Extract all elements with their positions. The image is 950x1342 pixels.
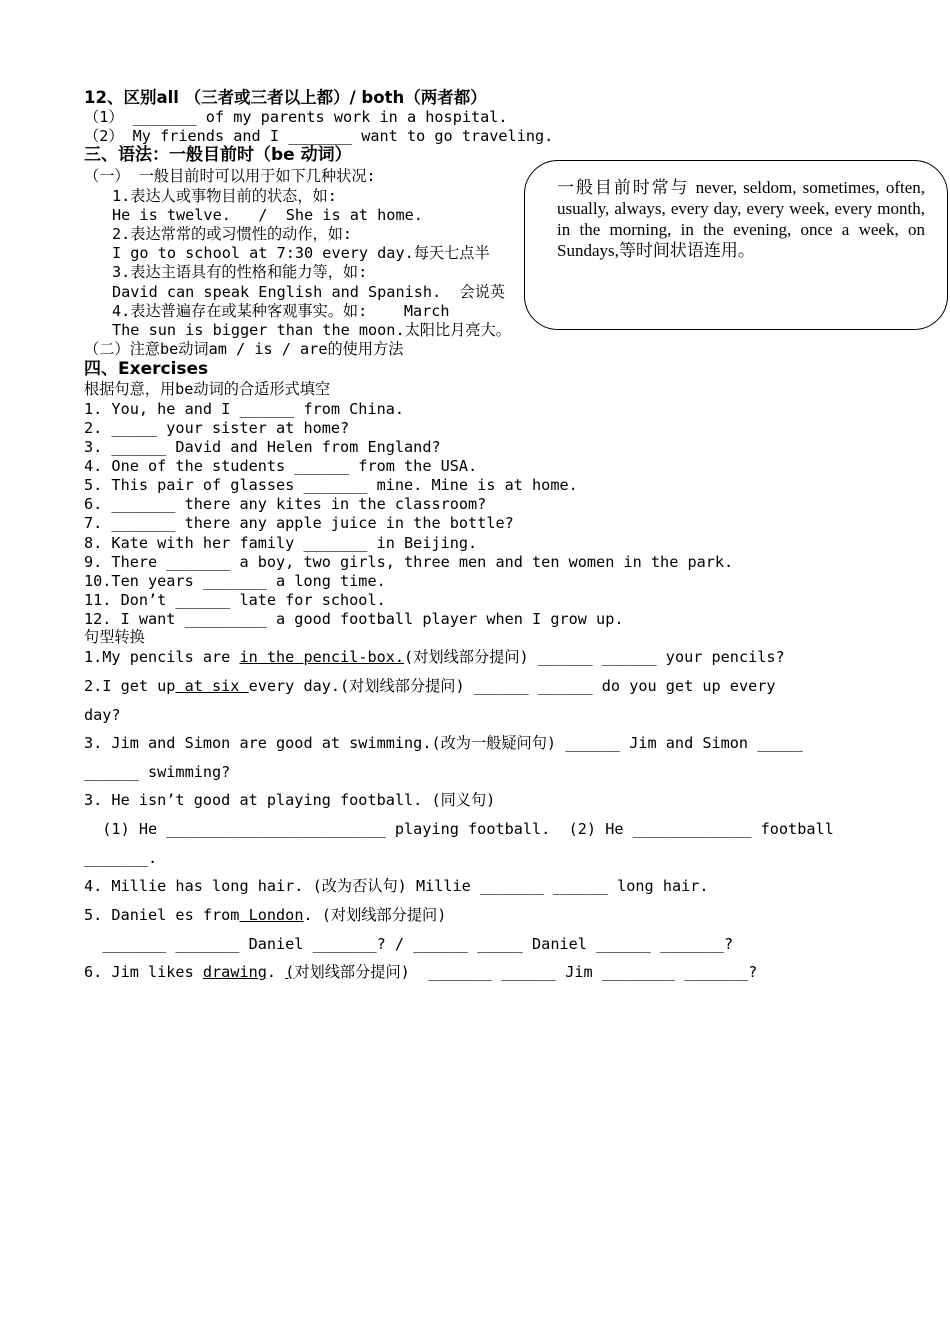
transform-item-3-cont: ______ swimming? [84, 763, 231, 781]
exercise-item: 12. I want _________ a good football player when I grow up. [84, 610, 624, 628]
grammar-use-2: 2.表达常常的或习惯性的动作，如: [112, 225, 353, 243]
underlined-phrase: at six [175, 677, 249, 695]
underlined-phrase: drawing [202, 963, 267, 981]
grammar-use-1: 1.表达人或事物目前的状态，如: [112, 187, 337, 205]
grammar-use-4-example: The sun is bigger than the moon.太阳比月亮大。 [112, 321, 511, 339]
grammar-use-1-example: He is twelve. / She is at home. [112, 206, 423, 224]
transform-item-4-cont: _______. [84, 849, 158, 867]
exercise-item: 5. This pair of glasses _______ mine. Mine is at home. [84, 476, 578, 494]
transform-item-4: 3. He isn’t good at playing football. (同义句) [84, 791, 496, 809]
exercise-item: 1. You, he and I ______ from China. [84, 400, 405, 418]
section12-question-1: （1） _______ of my parents work in a hospital. [84, 108, 508, 126]
grammar-use-3-example: David can speak English and Spanish. 会说英 [112, 283, 506, 301]
section12-question-2: （2） My friends and I _______ want to go traveling. [84, 127, 554, 145]
transform-heading: 句型转换 [84, 628, 145, 646]
underlined-phrase: in the pencil-box. [239, 648, 405, 666]
transform-item-6: 5. Daniel es from London. (对划线部分提问) [84, 906, 447, 924]
section12-title: 12、区别all （三者或三者以上都）/ both（两者都） [84, 88, 487, 107]
exercise-item: 10.Ten years _______ a long time. [84, 572, 386, 590]
exercise-item: 6. _______ there any kites in the classroom? [84, 495, 487, 513]
transform-item-6-answers: _______ _______ Daniel _______? / ______ _____ Daniel ______ _______? [84, 935, 734, 953]
transform-item-7: 6. Jim likes drawing. (对划线部分提问) _______ ______ Jim ________ _______? [84, 963, 758, 981]
exercise-item: 9. There _______ a boy, two girls, three men and ten women in the park. [84, 553, 734, 571]
exercise-item: 4. One of the students ______ from the USA. [84, 457, 478, 475]
exercise-item: 11. Don’t ______ late for school. [84, 591, 386, 609]
underlined-phrase: London [239, 906, 304, 924]
callout-text: 一般目前时常与 never, seldom, sometimes, often, usually, always, every day, every week, every month, in the morning, in the evening, once a week, on Sundays,等时间状语连用。 [557, 178, 925, 260]
grammar-part2-title: （二）注意be动词am / is / are的使用方法 [84, 340, 404, 358]
exercises-instruction: 根据句意，用be动词的合适形式填空 [84, 380, 331, 398]
exercise-item: 7. _______ there any apple juice in the bottle? [84, 514, 514, 532]
transform-item-5: 4. Millie has long hair. (改为否认句) Millie _______ ______ long hair. [84, 877, 709, 895]
grammar-part1-title: （一） 一般目前时可以用于如下几种状况: [84, 167, 376, 185]
grammar-heading: 三、语法：一般目前时（be 动词） [84, 145, 352, 165]
exercise-item: 2. _____ your sister at home? [84, 419, 350, 437]
exercise-item: 8. Kate with her family _______ in Beijing. [84, 534, 478, 552]
transform-item-1: 1.My pencils are in the pencil-box.(对划线部分提问) ______ ______ your pencils? [84, 648, 785, 666]
grammar-use-4: 4.表达普遍存在或某种客观事实。如: March [112, 302, 450, 320]
grammar-use-2-example: I go to school at 7:30 every day.每天七点半 [112, 244, 490, 262]
transform-item-2: 2.I get up at six every day.(对划线部分提问) ______ ______ do you get up every [84, 677, 776, 695]
exercise-item: 3. ______ David and Helen from England? [84, 438, 441, 456]
transform-item-2-cont: day? [84, 706, 121, 724]
exercises-heading: 四、Exercises [84, 359, 209, 379]
grammar-use-3: 3.表达主语具有的性格和能力等，如: [112, 263, 368, 281]
time-adverbials-callout [524, 160, 948, 330]
transform-item-3: 3. Jim and Simon are good at swimming.(改为一般疑问句) ______ Jim and Simon _____ [84, 734, 803, 752]
transform-item-4-answers: (1) He ________________________ playing football. (2) He _____________ football [84, 820, 834, 838]
